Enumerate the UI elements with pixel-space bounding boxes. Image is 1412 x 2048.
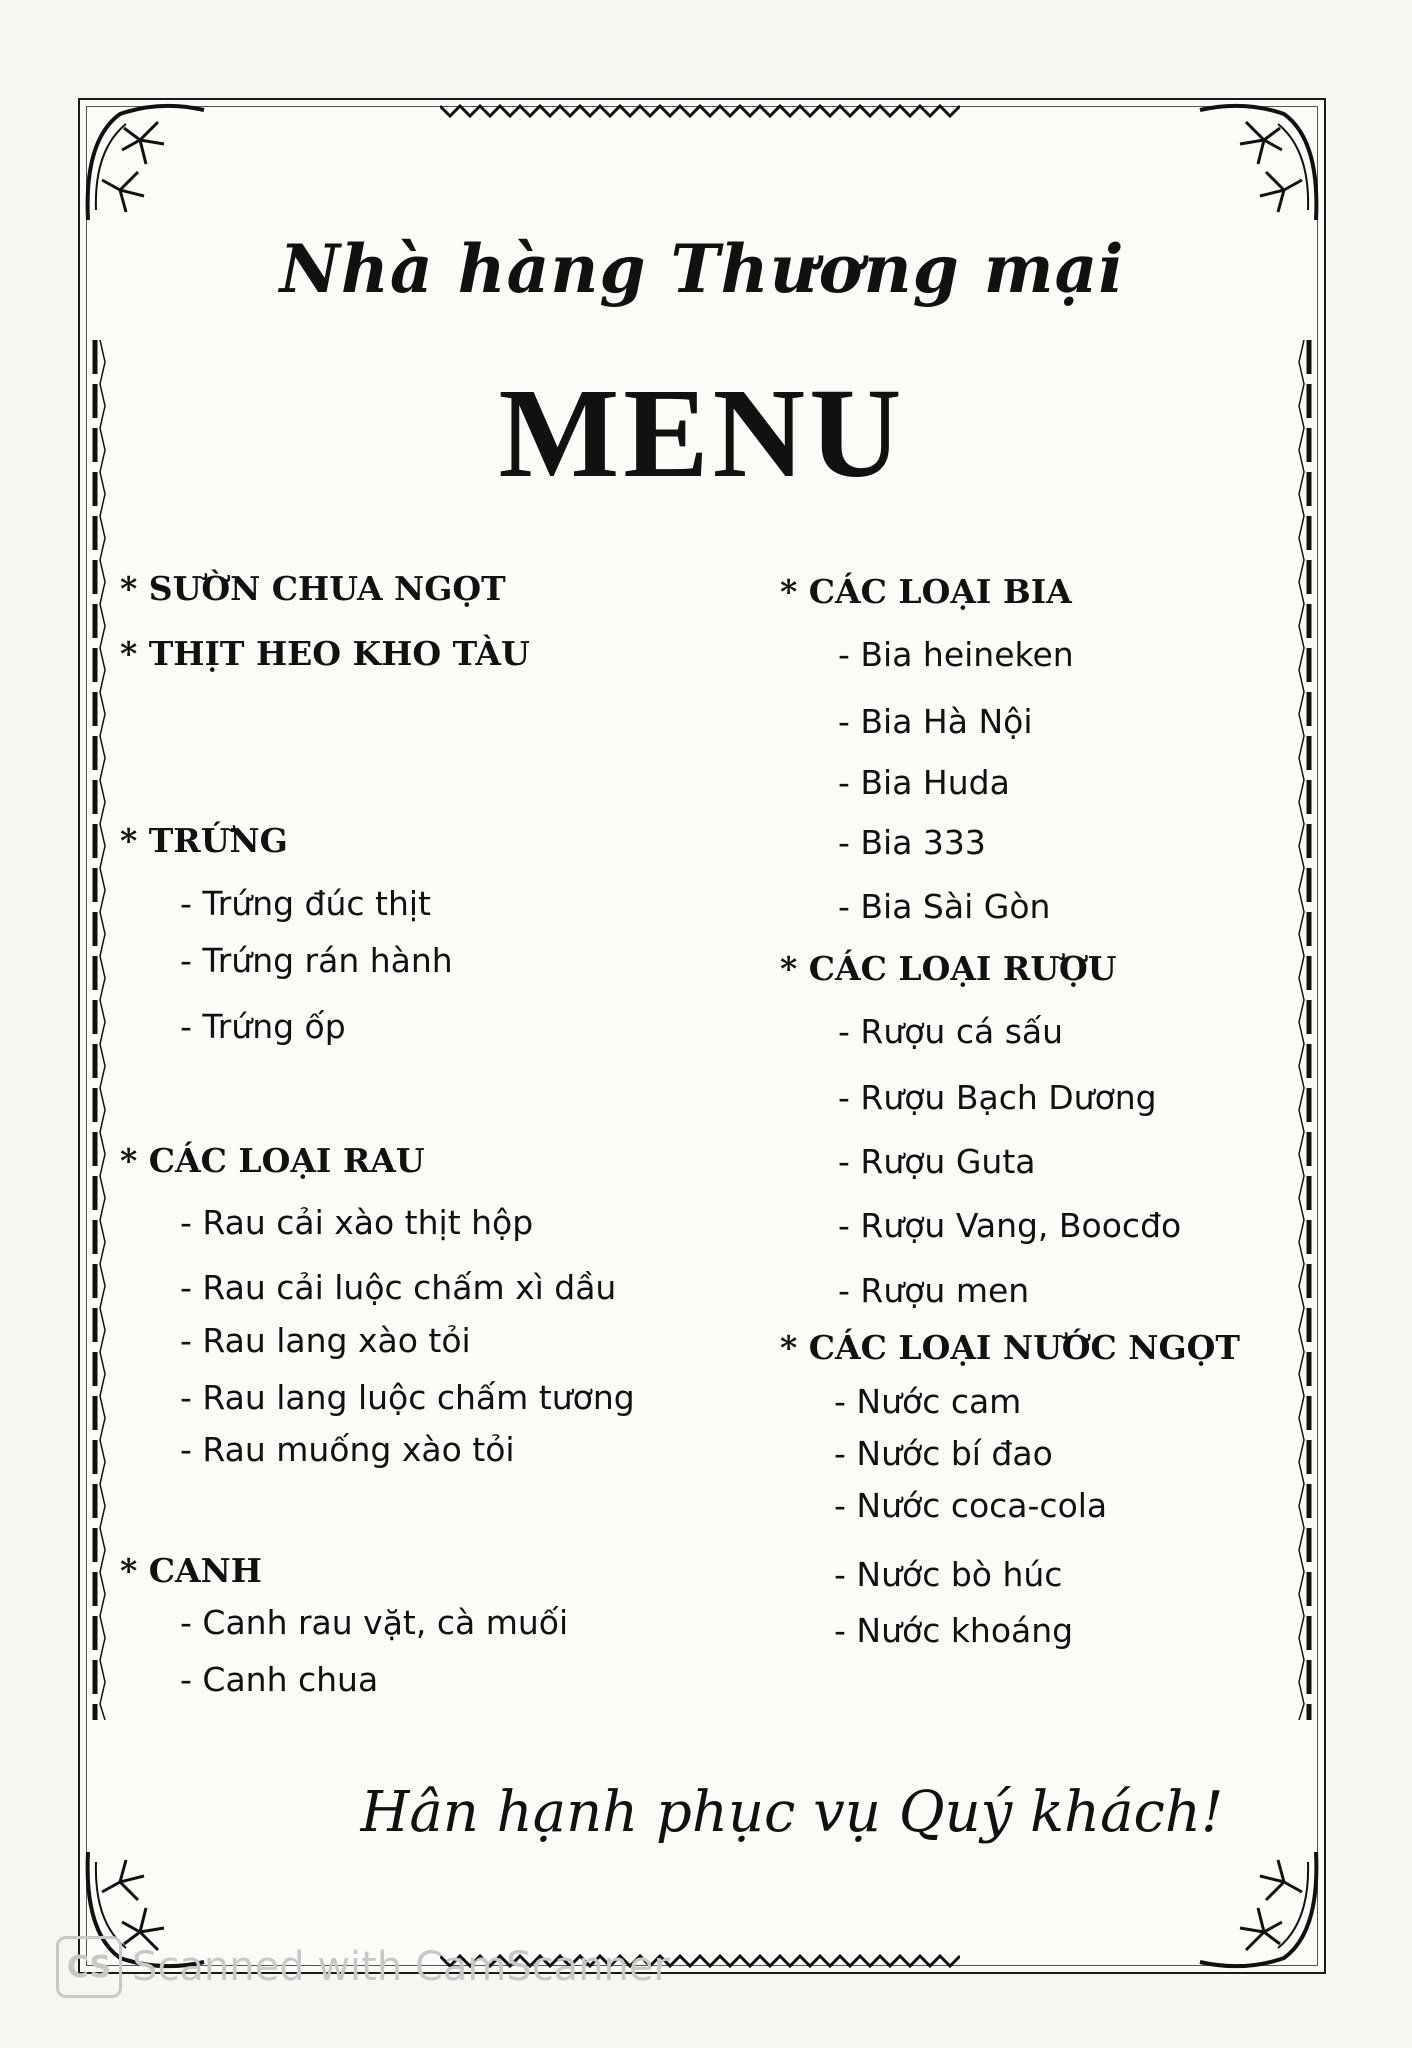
menu-item: - Rượu Bạch Dương <box>838 1078 1157 1117</box>
corner-flourish-bottom-right <box>1194 1842 1324 1972</box>
menu-item: - Rau muống xào tỏi <box>180 1430 515 1469</box>
menu-item: - Rượu Guta <box>838 1142 1036 1181</box>
menu-item: - Bia Sài Gòn <box>838 887 1051 926</box>
menu-item: - Nước coca-cola <box>834 1486 1108 1525</box>
menu-section-thit-heo-kho-tau <box>120 634 700 673</box>
menu-item: - Canh rau vặt, cà muối <box>180 1603 569 1642</box>
menu-item: - Rượu men <box>838 1271 1030 1310</box>
camscanner-logo-icon: CS <box>56 1936 122 1998</box>
menu-sheet <box>78 98 1326 1974</box>
menu-item: - Canh chua <box>180 1660 379 1699</box>
menu-title: MENU <box>498 362 906 504</box>
menu-section-cac-loai-ruou <box>780 949 1300 1310</box>
menu-category: * THỊT HEO KHO TÀU <box>120 634 530 673</box>
menu-item: - Rau lang xào tỏi <box>180 1321 471 1360</box>
menu-item: - Nước cam <box>834 1382 1022 1421</box>
menu-section-cac-loai-rau <box>120 1141 700 1469</box>
menu-section-canh <box>120 1551 700 1699</box>
menu-section-cac-loai-bia <box>780 572 1300 926</box>
zigzag-border-top <box>440 104 960 118</box>
menu-item: - Bia heineken <box>838 635 1074 674</box>
menu-item: - Bia Hà Nội <box>838 702 1033 741</box>
menu-item: - Rau lang luộc chấm tương <box>180 1378 635 1417</box>
menu-section-trung <box>120 821 700 1046</box>
menu-item: - Rượu cá sấu <box>838 1012 1064 1051</box>
watermark-text: Scanned with CamScanner <box>132 1944 670 1990</box>
menu-item: - Trứng rán hành <box>180 941 453 980</box>
menu-column-right <box>780 572 1300 1650</box>
side-border-right <box>1298 340 1314 1720</box>
menu-item: - Nước khoáng <box>834 1611 1074 1650</box>
footer-greeting: Hân hạnh phục vụ Quý khách! <box>360 1780 1224 1845</box>
menu-category: * CÁC LOẠI NƯỚC NGỌT <box>780 1328 1240 1367</box>
menu-column-left <box>120 569 700 1699</box>
menu-item: - Rượu Vang, Boocđo <box>838 1206 1182 1245</box>
corner-flourish-top-left <box>80 100 210 230</box>
menu-item: - Bia 333 <box>838 823 986 862</box>
menu-category: * CANH <box>120 1551 262 1590</box>
side-border-left <box>90 340 106 1720</box>
menu-section-cac-loai-nuoc-ngot <box>780 1328 1300 1650</box>
menu-item: - Nước bò húc <box>834 1555 1063 1594</box>
menu-category: * CÁC LOẠI BIA <box>780 572 1072 611</box>
menu-item: - Nước bí đao <box>834 1434 1053 1473</box>
restaurant-name: Nhà hàng Thương mại <box>279 230 1125 308</box>
menu-item: - Bia Huda <box>838 763 1010 802</box>
menu-item: - Trứng đúc thịt <box>180 884 431 923</box>
corner-flourish-top-right <box>1194 100 1324 230</box>
menu-item: - Trứng ốp <box>180 1007 346 1046</box>
camscanner-watermark <box>56 1936 670 1998</box>
menu-section-suon-chua-ngot <box>120 569 700 608</box>
menu-item: - Rau cải luộc chấm xì dầu <box>180 1268 617 1307</box>
menu-category: * TRỨNG <box>120 821 288 860</box>
menu-category: * SƯỜN CHUA NGỌT <box>120 569 506 608</box>
menu-item: - Rau cải xào thịt hộp <box>180 1203 534 1242</box>
menu-category: * CÁC LOẠI RAU <box>120 1141 425 1180</box>
menu-category: * CÁC LOẠI RƯỢU <box>780 949 1117 988</box>
